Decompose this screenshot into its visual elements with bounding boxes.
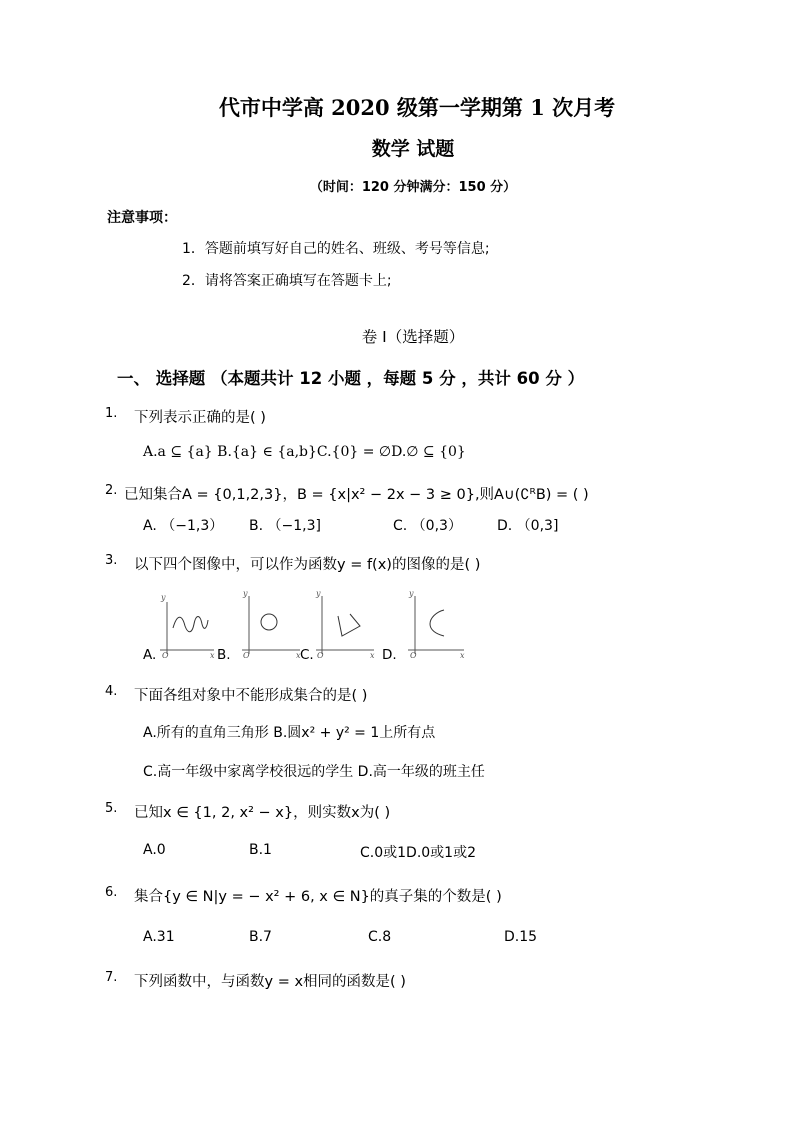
option-b: B.7 [249,929,272,945]
option-a: A.31 [143,929,175,945]
exam-title: 代市中学高 2020 级第一学期第 1 次月考 [218,95,616,120]
axis-label-o: O [410,651,417,660]
notice-item: 2．请将答案正确填写在答题卡上; [182,273,392,289]
axis-label-y: y [161,593,166,602]
question-number: 5. [105,801,118,816]
question-1-options: A.a ⊆ {a} B.{a} ∈ {a,b}C.{0} = ∅D.∅ ⊆ {0} [143,444,466,460]
question-number: 7. [105,970,118,985]
notice-item: 1．答题前填写好自己的姓名、班级、考号等信息; [182,241,490,257]
graph-d [408,596,464,654]
axis-label-y: y [409,589,414,598]
part-title: 卷 I（选择题） [361,328,465,346]
option-d: D.15 [504,929,538,945]
axis-label-o: O [317,651,324,660]
question-number: 6. [105,885,118,900]
option-a: A. （−1,3） [143,518,224,534]
option-c: C.0或1D.0或1或2 [360,845,476,861]
question-stem: 下面各组对象中不能形成集合的是( ) [134,688,368,704]
graph-label-d: D. [382,647,397,663]
axis-label-o: O [243,651,250,660]
axis-label-y: y [243,589,248,598]
question-number: 4. [105,684,118,699]
question-number: 3. [105,553,118,568]
question-stem: 下列表示正确的是( ) [134,410,266,426]
axis-label-x: x [296,651,301,660]
axis-label-o: O [162,651,169,660]
graph-b [242,596,300,654]
axis-label-x: x [370,651,375,660]
option-a: A.0 [143,842,166,858]
graph-c [316,596,374,654]
exam-subtitle: 数学 试题 [371,138,455,160]
option-d: D. （0,3] [497,518,559,534]
question-stem: 下列函数中，与函数y = x相同的函数是( ) [134,974,406,990]
option-b: B. （−1,3] [249,518,321,534]
question-stem: 已知x ∈ {1, 2, x² − x}，则实数x为( ) [134,805,391,821]
option-b: B.1 [249,842,272,858]
question-4-options-line1: A.所有的直角三角形 B.圆x² + y² = 1上所有点 [143,725,436,741]
time-info: （时间：120 分钟满分：150 分） [309,180,517,195]
graph-label-b: B. [217,647,231,663]
axis-label-x: x [210,651,215,660]
question-stem: 已知集合A = {0,1,2,3}，B = {x|x² − 2x − 3 ≥ 0},则A∪(∁ᴿB) = ( ) [124,487,589,503]
graph-label-a: A. [143,647,157,663]
question-number: 1. [105,406,118,421]
graph-a [160,602,214,654]
question-4-options-line2: C.高一年级中家离学校很远的学生 D.高一年级的班主任 [143,764,485,780]
option-c: C. （0,3） [393,518,462,534]
question-number: 2. [105,483,118,498]
section-title: 一、 选择题 （本题共计 12 小题 ，每题 5 分 ，共计 60 分 ） [117,369,585,388]
question-stem: 以下四个图像中，可以作为函数y = f(x)的图像的是( ) [134,557,481,573]
axis-label-x: x [460,651,465,660]
option-c: C.8 [368,929,392,945]
axis-label-y: y [316,589,321,598]
graph-label-c: C. [300,647,314,663]
notice-title: 注意事项： [107,210,177,226]
question-stem: 集合{y ∈ N|y = − x² + 6, x ∈ N}的真子集的个数是( ) [134,889,502,905]
